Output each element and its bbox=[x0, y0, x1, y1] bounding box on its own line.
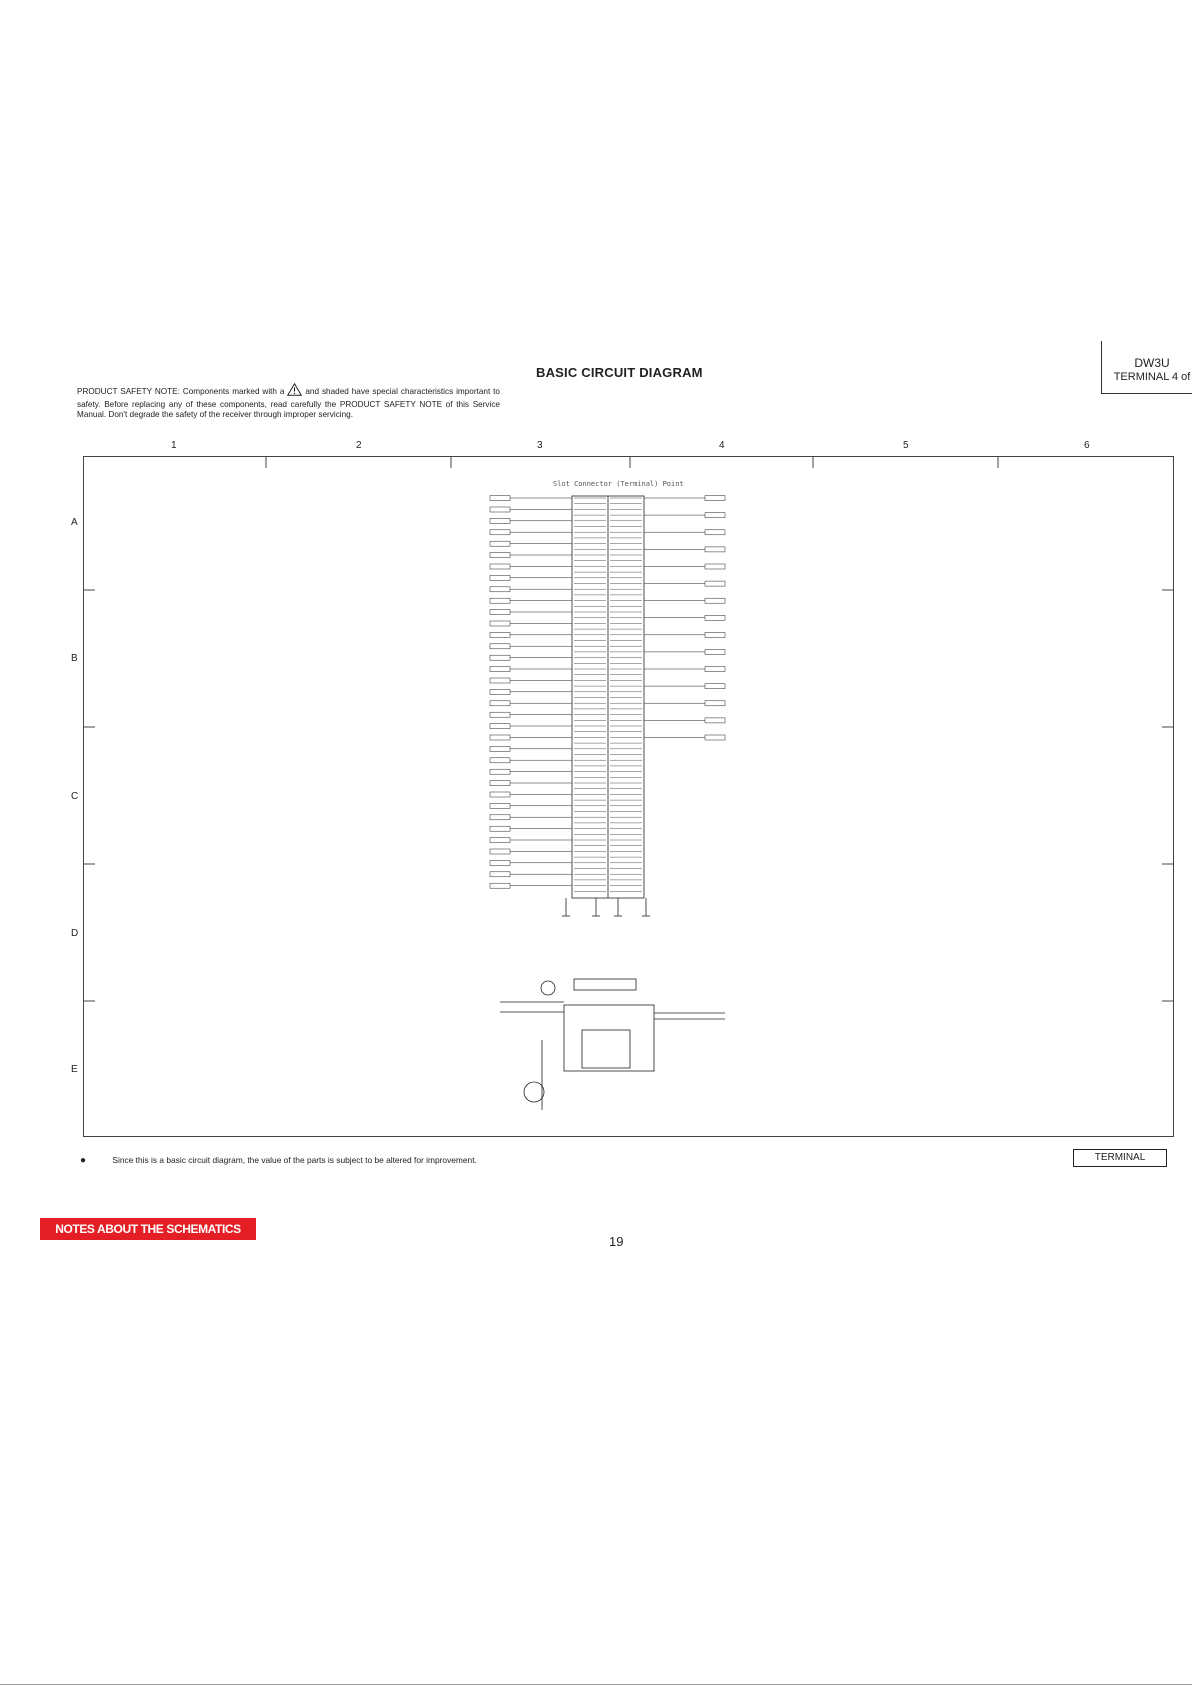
transistor-symbol bbox=[524, 1082, 544, 1102]
signal-tag bbox=[705, 701, 725, 706]
signal-tag bbox=[705, 667, 725, 672]
signal-tag bbox=[490, 667, 510, 672]
connector-title: Slot Connector (Terminal) Point bbox=[553, 480, 684, 488]
signal-tag bbox=[490, 587, 510, 592]
led-symbol bbox=[541, 981, 555, 995]
signal-tag bbox=[490, 496, 510, 501]
signal-tag bbox=[490, 803, 510, 808]
signal-tag bbox=[705, 598, 725, 603]
grid-row-e: E bbox=[71, 1064, 78, 1075]
signal-tag bbox=[705, 718, 725, 723]
grid-col-3: 3 bbox=[537, 440, 543, 451]
signal-tag bbox=[490, 769, 510, 774]
signal-tag bbox=[490, 541, 510, 546]
signal-tag bbox=[490, 758, 510, 763]
signal-tag bbox=[490, 815, 510, 820]
signal-tag bbox=[490, 849, 510, 854]
grid-col-4: 4 bbox=[719, 440, 725, 451]
signal-tag bbox=[490, 632, 510, 637]
grid-col-5: 5 bbox=[903, 440, 909, 451]
board-label: TERMINAL bbox=[1073, 1149, 1167, 1167]
signal-tag bbox=[490, 575, 510, 580]
signal-tag bbox=[490, 621, 510, 626]
grid-col-6: 6 bbox=[1084, 440, 1090, 451]
signal-tag bbox=[490, 518, 510, 523]
notes-about-schematics-link[interactable]: NOTES ABOUT THE SCHEMATICS bbox=[40, 1218, 256, 1240]
signal-tag bbox=[490, 598, 510, 603]
signal-tag bbox=[490, 689, 510, 694]
signal-tag bbox=[490, 507, 510, 512]
safety-note-text: PRODUCT SAFETY NOTE: Components marked with a bbox=[77, 387, 285, 396]
signal-tag bbox=[705, 615, 725, 620]
page-number: 19 bbox=[609, 1234, 624, 1249]
signal-tag bbox=[705, 684, 725, 689]
signal-tag bbox=[490, 701, 510, 706]
model-name: DW3U bbox=[1134, 356, 1170, 370]
signal-tag bbox=[705, 735, 725, 740]
signal-tag bbox=[705, 496, 725, 501]
signal-tag bbox=[490, 838, 510, 843]
regulator-note-box bbox=[574, 979, 636, 990]
safety-note-text-cont: and shaded have special characteristics important to safety. Before replacing any of these components, read carefully the PRODUCT SAFETY NOTE of this Service Manual. Don't degrade the safety of the receiver through improper servicing. bbox=[77, 387, 500, 419]
regulator-box bbox=[564, 1005, 654, 1071]
signal-tag bbox=[490, 883, 510, 888]
signal-tag bbox=[490, 564, 510, 569]
signal-tag bbox=[705, 581, 725, 586]
signal-tag bbox=[490, 644, 510, 649]
grid-col-1: 1 bbox=[171, 440, 177, 451]
signal-tag bbox=[705, 513, 725, 518]
signal-tag bbox=[490, 860, 510, 865]
signal-tag bbox=[490, 792, 510, 797]
footnote-text: Since this is a basic circuit diagram, the value of the parts is subject to be altered for improvement. bbox=[112, 1155, 477, 1165]
signal-tag bbox=[490, 724, 510, 729]
signal-tag bbox=[705, 547, 725, 552]
grid-row-d: D bbox=[71, 928, 79, 939]
signal-tag bbox=[490, 826, 510, 831]
signal-tag bbox=[490, 872, 510, 877]
signal-tag bbox=[490, 735, 510, 740]
footnote bbox=[80, 1155, 477, 1166]
signal-tag bbox=[705, 632, 725, 637]
page-title: BASIC CIRCUIT DIAGRAM bbox=[536, 365, 703, 380]
signal-tag bbox=[490, 678, 510, 683]
sheet-label: TERMINAL 4 of bbox=[1113, 371, 1191, 383]
signal-tag bbox=[490, 781, 510, 786]
grid-row-b: B bbox=[71, 653, 78, 664]
bullet-icon: ● bbox=[80, 1155, 87, 1166]
grid-col-2: 2 bbox=[356, 440, 362, 451]
signal-tag bbox=[490, 530, 510, 535]
regulator-ic bbox=[582, 1030, 630, 1068]
signal-tag bbox=[490, 553, 510, 558]
signal-tag bbox=[705, 564, 725, 569]
grid-row-a: A bbox=[71, 517, 78, 528]
grid-row-c: C bbox=[71, 791, 79, 802]
signal-tag bbox=[705, 530, 725, 535]
signal-tag bbox=[490, 712, 510, 717]
signal-tag bbox=[490, 746, 510, 751]
signal-tag bbox=[490, 655, 510, 660]
signal-tag bbox=[705, 650, 725, 655]
signal-tag bbox=[490, 610, 510, 615]
